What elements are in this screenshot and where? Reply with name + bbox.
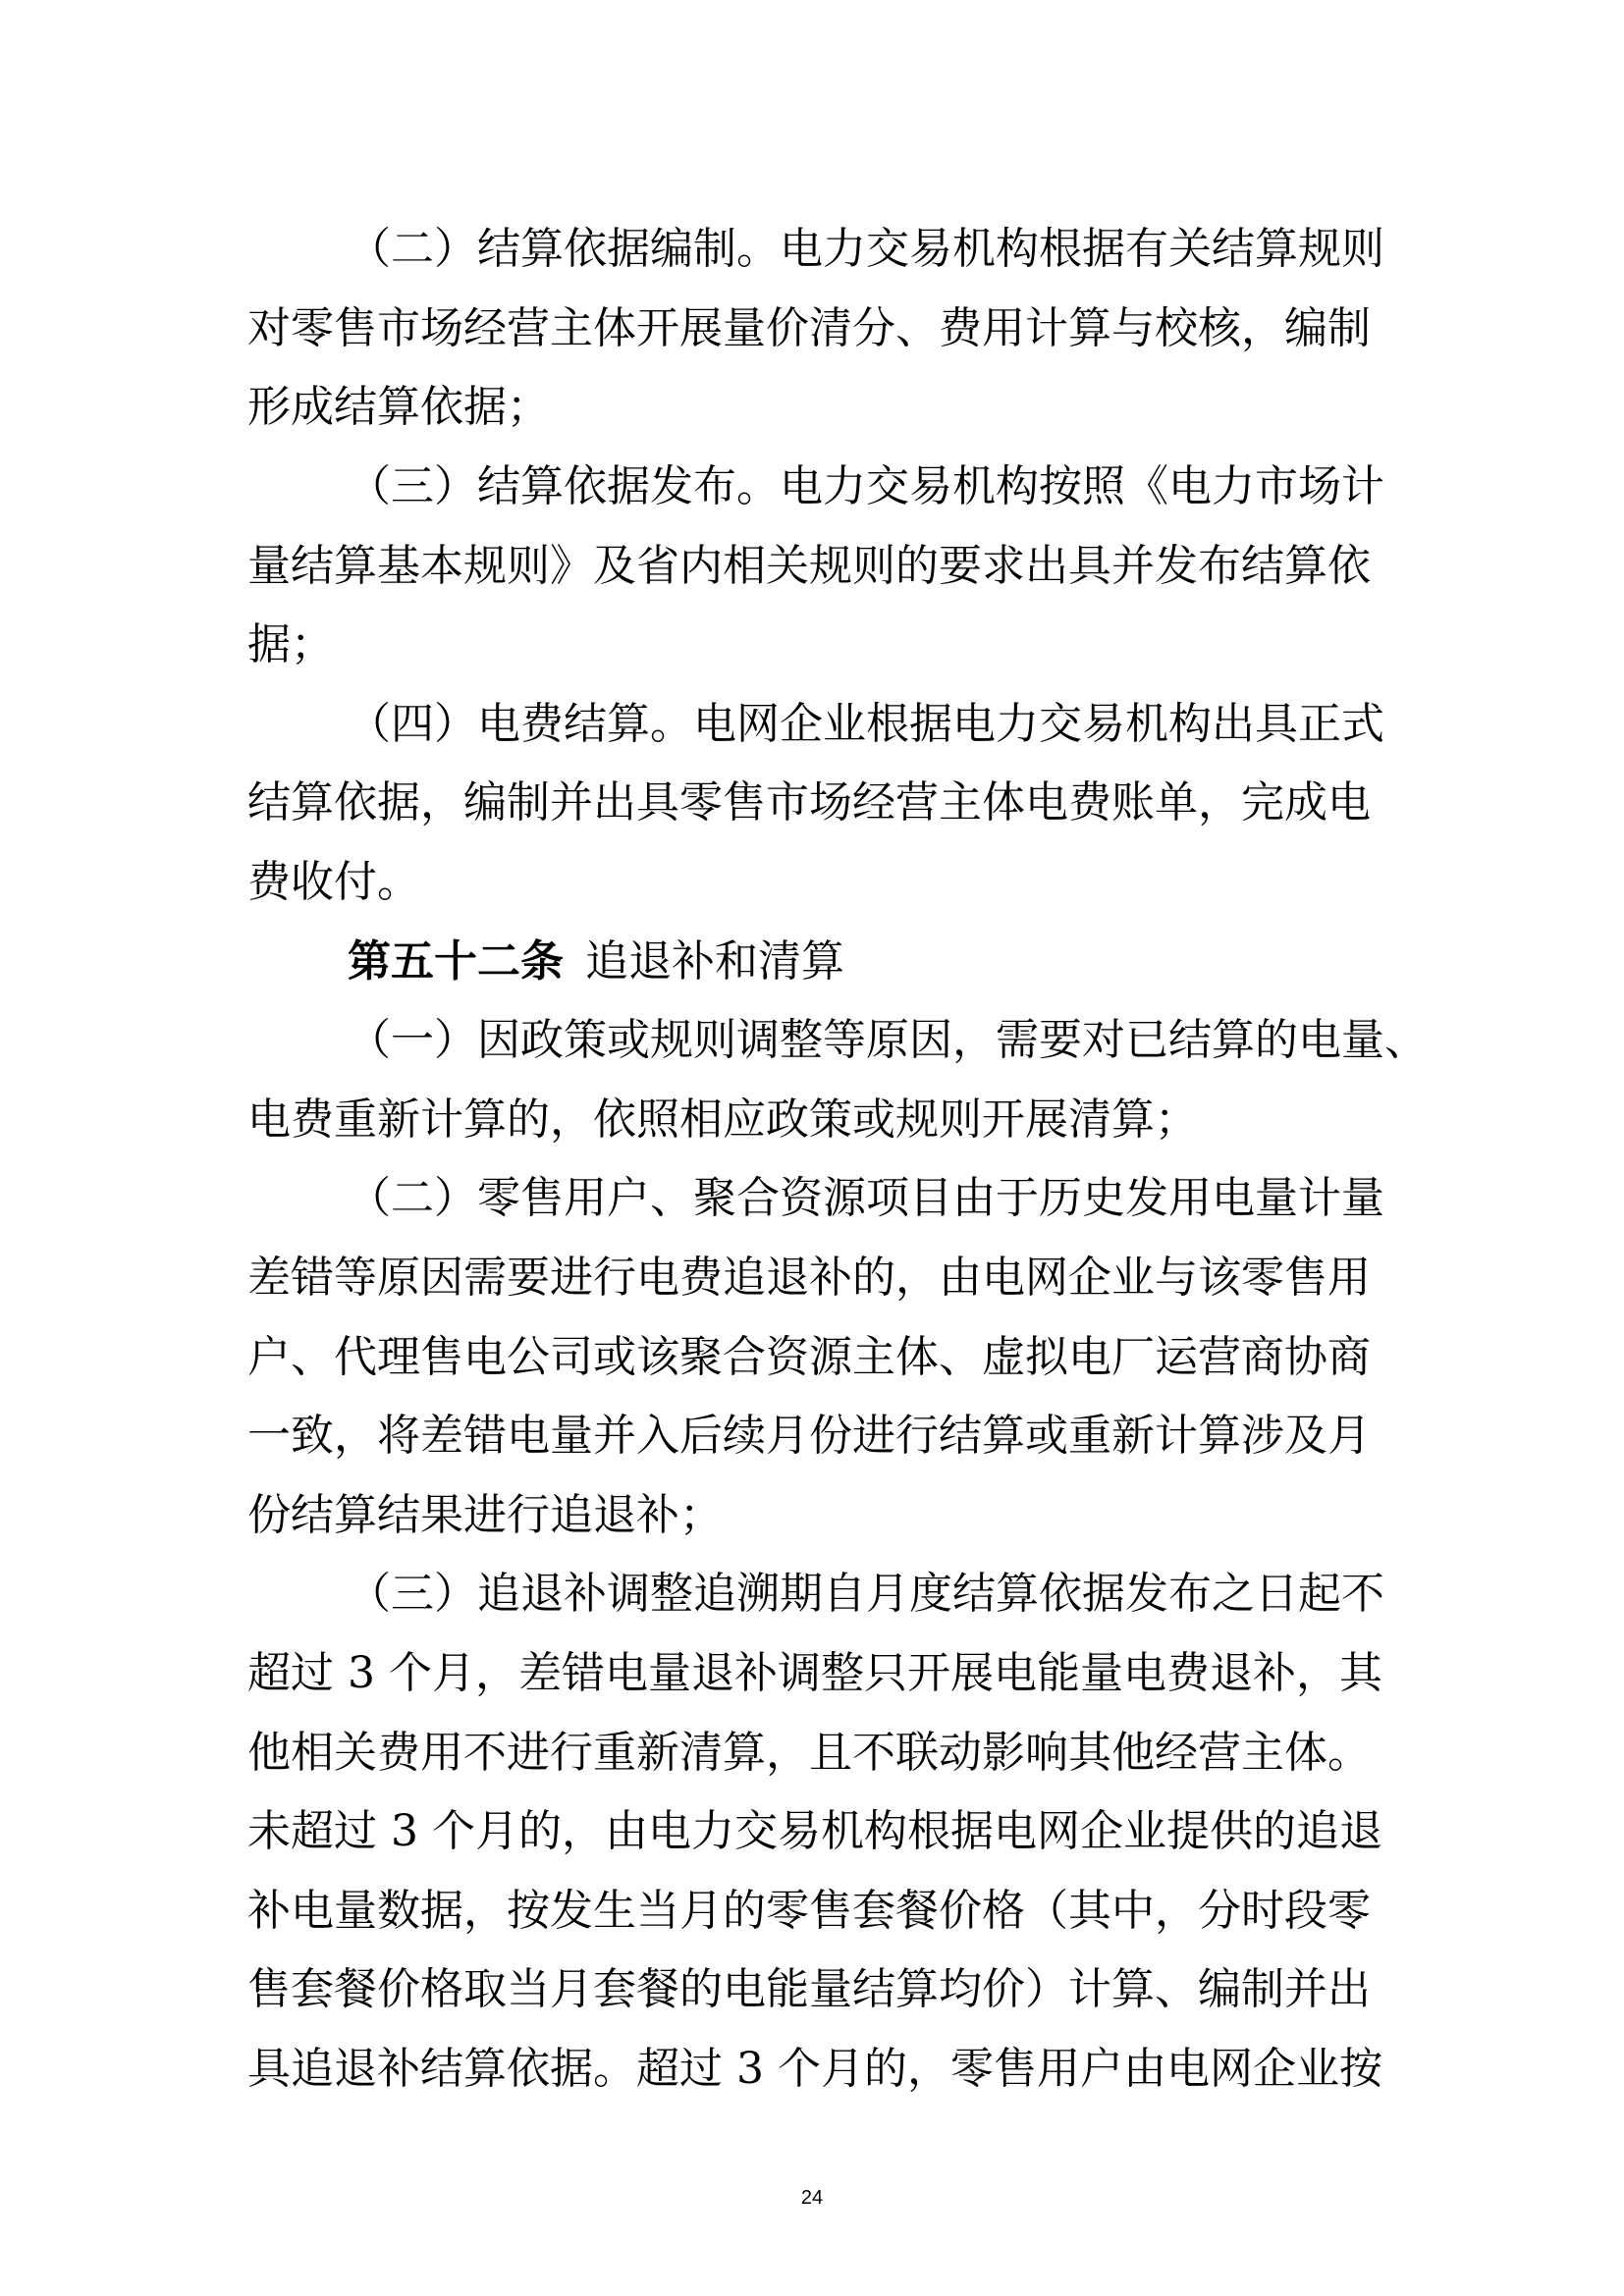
paragraph-line: 未超过 3 个月的，由电力交易机构根据电网企业提供的追退 bbox=[247, 1806, 1382, 1857]
article-title: 第五十二条 bbox=[348, 935, 564, 987]
article-name: 追退补和清算 bbox=[585, 935, 844, 987]
article-heading bbox=[247, 922, 1377, 1001]
paragraph-line: （二）结算依据编制。电力交易机构根据有关结算规则 bbox=[348, 224, 1384, 275]
paragraph-line: 份结算结果进行追退补； bbox=[247, 1489, 723, 1540]
paragraph-line: 他相关费用不进行重新清算，且不联动影响其他经营主体。 bbox=[247, 1727, 1371, 1778]
body-text bbox=[247, 210, 1428, 2109]
paragraph-line: 形成结算依据； bbox=[247, 382, 550, 433]
paragraph-line: 售套餐价格取当月套餐的电能量结算均价）计算、编制并出 bbox=[247, 1964, 1371, 2015]
paragraph-line: 超过 3 个月，差错电量退补调整只开展电能量电费退补，其 bbox=[247, 1647, 1382, 1698]
paragraph-line: 结算依据，编制并出具零售市场经营主体电费账单，完成电 bbox=[247, 777, 1371, 828]
page-number: 24 bbox=[800, 2187, 824, 2209]
paragraph-line: 费收付。 bbox=[247, 857, 420, 908]
paragraph-line: （三）结算依据发布。电力交易机构按照《电力市场计 bbox=[348, 461, 1384, 512]
paragraph-line: 补电量数据，按发生当月的零售套餐价格（其中，分时段零 bbox=[247, 1885, 1371, 1936]
paragraph-line: 具追退补结算依据。超过 3 个月的，零售用户由电网企业按 bbox=[247, 2043, 1382, 2094]
paragraph-line: 量结算基本规则》及省内相关规则的要求出具并发布结算依 bbox=[247, 540, 1371, 591]
paragraph-line: 据； bbox=[247, 619, 334, 670]
paragraph-line: 户、代理售电公司或该聚合资源主体、虚拟电厂运营商协商 bbox=[247, 1331, 1371, 1382]
paragraph-line: 电费重新计算的，依照相应政策或规则开展清算； bbox=[247, 1094, 1198, 1145]
paragraph-line: 对零售市场经营主体开展量价清分、费用计算与校核，编制 bbox=[247, 302, 1371, 353]
paragraph-line: （二）零售用户、聚合资源项目由于历史发用电量计量 bbox=[348, 1173, 1384, 1224]
paragraph-line: （三）追退补调整追溯期自月度结算依据发布之日起不 bbox=[348, 1569, 1384, 1620]
paragraph-line: 一致，将差错电量并入后续月份进行结算或重新计算涉及月 bbox=[247, 1411, 1371, 1462]
paragraph-line: （一）因政策或规则调整等原因，需要对已结算的电量、 bbox=[348, 1015, 1428, 1066]
paragraph-line: 差错等原因需要进行电费追退补的，由电网企业与该零售用 bbox=[247, 1253, 1371, 1304]
paragraph-line: （四）电费结算。电网企业根据电力交易机构出具正式 bbox=[348, 698, 1384, 749]
